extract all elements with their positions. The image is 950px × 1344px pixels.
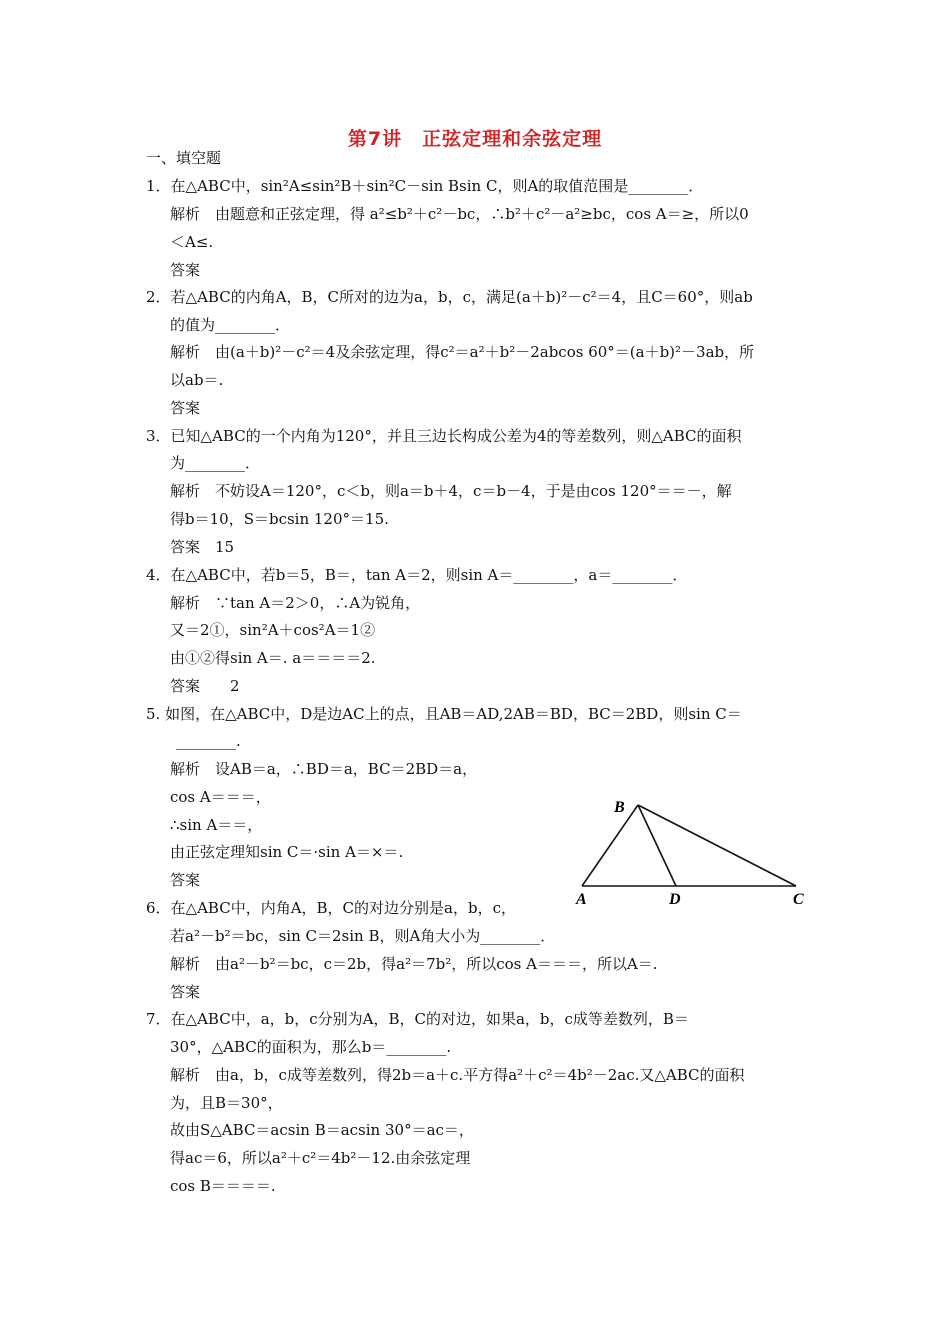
vertex-label-b: B <box>614 799 625 816</box>
solution-5-line2: cos A＝＝＝， <box>170 788 271 806</box>
solution-7-line3: 故由S△ABC＝acsin B＝acsin 30°＝ac＝， <box>170 1121 474 1139</box>
section-heading: 一、填空题 <box>146 149 222 167</box>
vertex-label-c: C <box>793 891 804 908</box>
segment-bd <box>638 805 676 886</box>
page-title: 第7讲 正弦定理和余弦定理 <box>347 128 603 150</box>
vertex-label-a: A <box>576 891 587 908</box>
answer-1: 答案 <box>170 261 201 279</box>
problem-4: 4．在△ABC中，若b＝5，B＝，tan A＝2，则sin A＝________，a＝________． <box>146 566 688 584</box>
answer-4: 答案 2 <box>170 677 240 695</box>
solution-6: 解析 由a²－b²＝bc，c＝2b，得a²＝7b²，所以cos A＝＝＝，所以A＝. <box>170 955 658 973</box>
solution-5-line3: ∴sin A＝＝， <box>170 816 263 834</box>
problem-6: 6．在△ABC中，内角A，B，C的对边分别是a，b，c， <box>146 899 516 917</box>
answer-6: 答案 <box>170 983 201 1001</box>
segment-ab <box>582 805 638 886</box>
problem-7: 7．在△ABC中，a，b，c分别为A，B，C的对边，如果a，b，c成等差数列，B＝ <box>146 1010 689 1028</box>
solution-4: 解析 ∵tan A＝2＞0，∴A为锐角， <box>170 594 421 612</box>
answer-2: 答案 <box>170 399 201 417</box>
solution-4-line2: 又＝2①，sin²A＋cos²A＝1② <box>170 621 376 639</box>
problem-7-cont: 30°，△ABC的面积为，那么b＝________. <box>170 1038 452 1056</box>
solution-5-line4: 由正弦定理知sin C＝·sin A＝×＝. <box>170 843 404 861</box>
segment-bc <box>638 805 796 886</box>
solution-1: 解析 由题意和正弦定理，得 a²≤b²＋c²－bc，∴b²＋c²－a²≥bc，cos A＝≥，所以0 <box>170 205 749 223</box>
solution-1-cont: ＜A≤. <box>170 233 214 251</box>
solution-5: 解析 设AB＝a，∴BD＝a，BC＝2BD＝a， <box>170 760 478 778</box>
solution-2-cont: 以ab＝. <box>170 371 224 389</box>
solution-3-cont: 得b＝10，S＝bcsin 120°＝15. <box>170 510 389 528</box>
problem-3-cont: 为________． <box>170 454 261 472</box>
problem-5-blank: ________. <box>176 732 241 750</box>
solution-7-line4: 得ac＝6，所以a²＋c²＝4b²－12.由余弦定理 <box>170 1149 471 1167</box>
solution-7-line2: 为，且B＝30°， <box>170 1094 283 1112</box>
problem-3: 3．已知△ABC的一个内角为120°，并且三边长构成公差为4的等差数列，则△ABC的面积 <box>146 427 742 445</box>
answer-5: 答案 <box>170 871 201 889</box>
problem-2-cont: 的值为________． <box>170 316 291 334</box>
solution-4-line3: 由①②得sin A＝. a＝＝＝＝2. <box>170 649 376 667</box>
triangle-figure <box>570 792 810 912</box>
solution-3: 解析 不妨设A＝120°，c＜b，则a＝b＋4，c＝b－4，于是由cos 120°＝＝－，解 <box>170 482 732 500</box>
solution-7: 解析 由a，b，c成等差数列，得2b＝a＋c.平方得a²＋c²＝4b²－2ac.又△ABC的面积 <box>170 1066 745 1084</box>
problem-5: 5. 如图，在△ABC中，D是边AC上的点，且AB＝AD,2AB＝BD，BC＝2BD，则sin C＝ <box>146 705 742 723</box>
problem-6-cont: 若a²－b²＝bc，sin C＝2sin B，则A角大小为________． <box>170 927 556 945</box>
problem-1: 1．在△ABC中，sin²A≤sin²B＋sin²C－sin Bsin C，则A的取值范围是________． <box>146 177 704 195</box>
solution-2: 解析 由(a＋b)²－c²＝4及余弦定理，得c²＝a²＋b²－2abcos 60°＝(a＋b)²－3ab，所 <box>170 343 755 361</box>
answer-3: 答案 15 <box>170 538 235 556</box>
solution-7-line5: cos B＝＝＝＝. <box>170 1177 276 1195</box>
vertex-label-d: D <box>669 891 681 908</box>
problem-2: 2．若△ABC的内角A，B，C所对的边为a，b，c，满足(a＋b)²－c²＝4，且C＝60°，则ab <box>146 288 753 306</box>
